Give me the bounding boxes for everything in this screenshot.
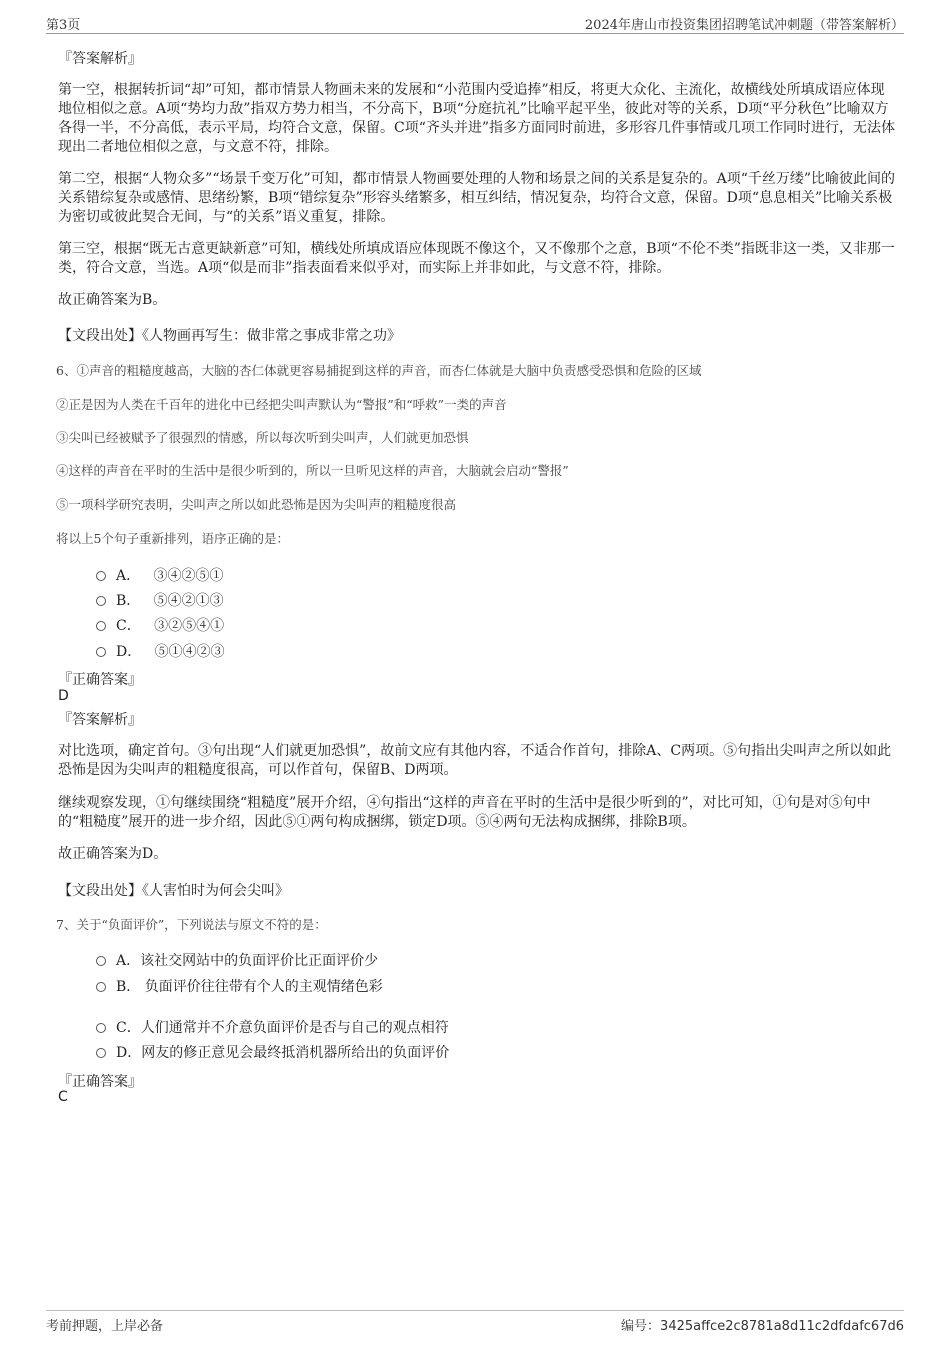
analysis-paragraph: 第二空，根据“人物众多”“场景千变万化”可知，都市情景人物画要处理的人物和场景之间的关系是复杂的。A项“千丝万缕”比喻彼此间的关系错综复杂或感情、思绪纷繁，B项“错综复杂”形容头绪繁多，相互纠结，情况复杂，均符合文意，保留。D项“息息相关”比喻关系极为密切或彼此契合无间，与“的关系”语义重复，排除。 [58, 171, 896, 225]
footer-slogan: 考前押题，上岸必备 [46, 1319, 164, 1334]
option-c[interactable]: C． ③②⑤④① [96, 615, 224, 635]
question-sentence: ④这样的声音在平时的生活中是很少听到的，所以一旦听见这样的声音，大脑就会启动“警报” [56, 463, 569, 478]
analysis-paragraph: 第一空，根据转折词“却”可知，都市情景人物画未来的发展和“小范围内受追捧”相反，将更大众化、主流化，故横线处所填成语应体现地位相似之意。A项“势均力敌”指双方势力相当，不分高下，B项“分庭抗礼”比喻平起平坐，彼此对等的关系，D项“平分秋色”比喻双方各得一半，不分高低，表示平局，均符合文意，保留。C项“齐头并进”指多方面同时前进，多形容几件事情或几项工作同时进行，无法体现出二者地位相似之意，与文意不符，排除。 [58, 82, 896, 155]
option-d[interactable]: D． ⑤①④②③ [96, 641, 225, 661]
answer-value: D [58, 688, 69, 704]
radio-icon[interactable] [96, 1023, 106, 1033]
page-footer [46, 1310, 904, 1333]
analysis-conclusion: 故正确答案为D。 [58, 846, 168, 862]
answer-tag: 『正确答案』 [58, 1074, 142, 1090]
question-prompt: 将以上5个句子重新排列，语序正确的是： [56, 531, 289, 546]
option-a[interactable]: A．该社交网站中的负面评价比正面评价少 [96, 950, 378, 970]
document-title: 2024年唐山市投资集团招聘笔试冲刺题（带答案解析） [584, 18, 904, 33]
answer-value: C [58, 1089, 68, 1105]
option-c[interactable]: C．人们通常并不介意负面评价是否与自己的观点相符 [96, 1017, 449, 1037]
page-number: 第3页 [46, 18, 81, 33]
option-d[interactable]: D．网友的修正意见会最终抵消机器所给出的负面评价 [96, 1042, 449, 1062]
question-text: 7、关于“负面评价”，下列说法与原文不符的是： [56, 917, 327, 932]
radio-icon[interactable] [96, 571, 106, 581]
question-sentence: ②正是因为人类在千百年的进化中已经把尖叫声默认为“警报”和“呼救”一类的声音 [56, 397, 507, 412]
option-b[interactable]: B． ⑤④②①③ [96, 590, 224, 610]
analysis-tag: 『答案解析』 [58, 51, 142, 67]
analysis-tag: 『答案解析』 [58, 712, 142, 728]
page-header [46, 13, 904, 34]
radio-icon[interactable] [96, 596, 106, 606]
radio-icon[interactable] [96, 956, 106, 966]
radio-icon[interactable] [96, 982, 106, 992]
analysis-conclusion: 故正确答案为B。 [58, 292, 167, 308]
analysis-paragraph: 对比选项，确定首句。③句出现“人们就更加恐惧”，故前文应有其他内容，不适合作首句，排除A、C两项。⑤句指出尖叫声之所以如此恐怖是因为尖叫声的粗糙度很高，可以作首句，保留B、D两项。 [58, 743, 892, 778]
radio-icon[interactable] [96, 647, 106, 657]
radio-icon[interactable] [96, 621, 106, 631]
source-citation: 【文段出处】《人害怕时为何会尖叫》 [58, 883, 289, 899]
question-sentence: ③尖叫已经被赋予了很强烈的情感，所以每次听到尖叫声，人们就更加恐惧 [56, 430, 469, 445]
source-citation: 【文段出处】《人物画再写生：做非常之事成非常之功》 [58, 328, 401, 344]
document-id: 编号：3425affce2c8781a8d11c2dfdafc67d6 [621, 1319, 904, 1334]
radio-icon[interactable] [96, 1048, 106, 1058]
question-sentence: ⑤一项科学研究表明，尖叫声之所以如此恐怖是因为尖叫声的粗糙度很高 [56, 497, 457, 512]
answer-tag: 『正确答案』 [58, 672, 142, 688]
question-sentence: 6、①声音的粗糙度越高，大脑的杏仁体就更容易捕捉到这样的声音，而杏仁体就是大脑中负责感受恐惧和危险的区域 [56, 363, 702, 378]
option-a[interactable]: A． ③④②⑤① [96, 565, 223, 585]
analysis-paragraph: 第三空，根据“既无古意更缺新意”可知，横线处所填成语应体现既不像这个，又不像那个之意，B项“不伦不类”指既非这一类，又非那一类，符合文意，当选。A项“似是而非”指表面看来似乎对，而实际上并非如此，与文意不符，排除。 [58, 241, 895, 276]
option-b[interactable]: B． 负面评价往往带有个人的主观情绪色彩 [96, 976, 383, 996]
analysis-paragraph: 继续观察发现，①句继续围绕“粗糙度”展开介绍，④句指出“这样的声音在平时的生活中是很少听到的”，对比可知，①句是对⑤句中的“粗糙度”展开的进一步介绍，因此⑤①两句构成捆绑，锁定D项。⑤④两句无法构成捆绑，排除B项。 [58, 795, 871, 830]
